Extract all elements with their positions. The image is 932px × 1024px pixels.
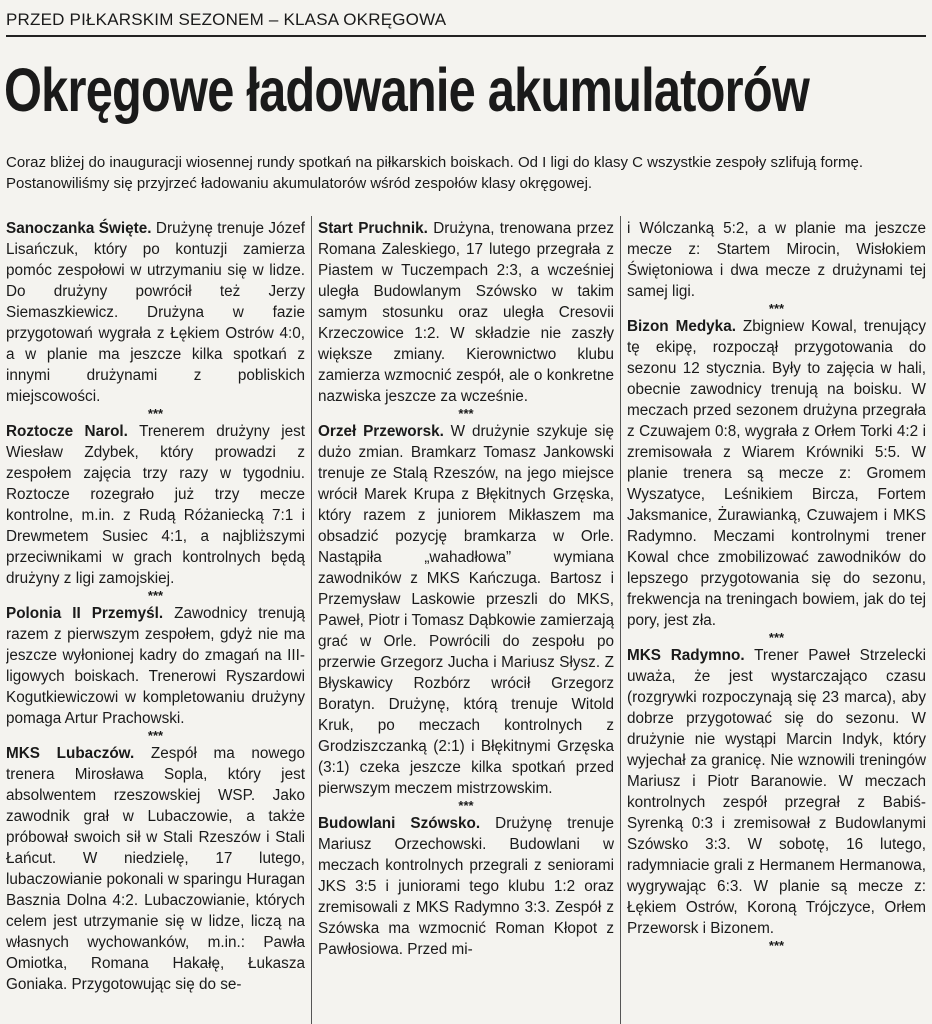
separator: *** (458, 406, 474, 421)
column-divider (311, 216, 312, 1024)
team-name: Polonia II Przemyśl. (6, 605, 164, 622)
section-kicker: PRZED PIŁKARSKIM SEZONEM – KLASA OKRĘGOWA (6, 10, 926, 37)
team-name: Bizon Medyka. (627, 318, 736, 335)
separator: *** (147, 728, 164, 743)
article (6, 743, 305, 995)
team-name: Sanoczanka Święte. (6, 220, 152, 237)
lead-paragraph: Coraz bliżej do inauguracji wiosennej rundy spotkań na piłkarskich boiskach. Od I ligi do klasy C wszystkie zespoły szlifują formę. Postanowiliśmy się przyjrzeć ładowaniu akumulatorów wśród zespołów klasy okręgowej. (6, 154, 864, 192)
article-text: Zbigniew Kowal, trenujący tę ekipę, rozpoczął przygotowania do sezonu 12 stycznia. Były to zajęcia w hali, obecnie zawodnicy trenują na boisku. W meczach przed sezonem drużyna przegrała z Czuwajem 0:8, wygrała z Orłem Torki 4:2 i zremisowała z Wiarem Krówniki 5:5. W planie trenera są mecze z: Gromem Wyszatyce, Leśnikiem Bircza, Fortem Jaksmanice, Żurawianką, Czuwajem i MKS Radymno. Meczami kontrolnymi trener Kowal chce zmobilizować zawodników do lepszego przygotowania się do sezonu, frekwencja na treningach bowiem, jak do tej pory, jest zła. (627, 318, 926, 629)
separator: *** (768, 630, 785, 645)
article-text: Drużynę trenuje Mariusz Orzechowski. Budowlani w meczach kontrolnych przegrali z seniorami JKS 3:5 i juniorami tego klubu 1:2 oraz zremisowali z MKS Radymno 3:3. Zespół z Szówska ma wzmocnić Roman Kłopot z Pawłosiowa. Przed mi- (318, 815, 614, 958)
article-text: Trenerem drużyny jest Wiesław Zdybek, który prowadzi z zespołem zajęcia trzy razy w tygodniu. Roztocze rozegrało już trzy mecze kontrolne, m.in. z Rudą Różaniecką 7:1 i Drewmetem Susiec 4:1, a najbliższymi przeciwnikami w grach kontrolnych będą drużyny z ligi zamojskiej. (6, 423, 305, 587)
article (318, 218, 614, 407)
column-divider (620, 216, 621, 1024)
article (318, 813, 614, 960)
article-text: Drużynę trenuje Józef Lisańczuk, który po kontuzji zamierza pomóc zespołowi w utrzymaniu się w lidze. Do drużyny powrócił też Jerzy Siemaszkiewicz. Drużyna w fazie przygotowań wygrała z Łękiem Ostrów 4:0, a w planie ma jeszcze kilka spotkań z innymi drużynami z pobliskich miejscowości. (6, 220, 305, 405)
team-name: Roztocze Narol. (6, 423, 128, 440)
separator: *** (768, 301, 785, 316)
article (627, 316, 926, 631)
article-continuation (627, 218, 926, 302)
separator: *** (458, 798, 474, 813)
article-text: Zawodnicy trenują razem z pierwszym zespołem, gdyż nie ma jeszcze wyłonionej kadry do zmagań na III-ligowych boiskach. Trenerowi Ryszardowi Kogutkiewiczowi w kompletowaniu drużyny pomaga Artur Prachowski. (6, 605, 305, 727)
article-text: Zespół ma nowego trenera Mirosława Sopla, który jest absolwentem rzeszowskiej WSP. Jako zawodnik grał w Lubaczowie, a także próbował swoich sił w Stali Rzeszów i Stali Łańcut. W niedzielę, 17 lutego, lubaczowianie pokonali w sparingu Huragan Basznia Dolna 4:2. Lubaczowianie, których celem jest utrzymanie się w lidze, liczą na własnych wychowanków, m.in.: Pawła Omiotka, Romana Hakałę, Łukasza Goniaka. Przygotowując się do se- (6, 745, 305, 993)
separator: *** (147, 406, 164, 421)
team-name: MKS Lubaczów. (6, 745, 135, 762)
article-text: Drużyna, trenowana przez Romana Zaleskiego, 17 lutego przegrała z Piastem w Tuczempach 2:3, a wcześniej uległa Budowlanym Szówsko w takim samym stosunku oraz uległa Cresovii Krzeczowice 1:2. W składzie nie zaszły większe zmiany. Kierownictwo klubu zamierza wzmocnić zespół, ale o konkretne nazwiska jeszcze za wcześnie. (318, 220, 614, 405)
separator: *** (147, 588, 164, 603)
article (627, 645, 926, 939)
team-name: Orzeł Przeworsk. (318, 423, 444, 440)
team-name: MKS Radymno. (627, 647, 745, 664)
column-3 (627, 218, 926, 1024)
article-text: i Wólczanką 5:2, a w planie ma jeszcze mecze z: Startem Mirocin, Wisłokiem Świętoniowa i dwa mecze z drużynami tej samej ligi. (627, 220, 926, 300)
article (318, 421, 614, 799)
team-name: Budowlani Szówsko. (318, 815, 481, 832)
separator: *** (768, 938, 785, 953)
article (6, 603, 305, 729)
headline: Okręgowe ładowanie akumulatorów (4, 56, 809, 124)
team-name: Start Pruchnik. (318, 220, 428, 237)
article-text: W drużynie szykuje się dużo zmian. Bramkarz Tomasz Jankowski trenuje ze Stalą Rzeszów, na jego miejsce wrócił Marek Krupa z Błękitnych Grzęska, który razem z juniorem Mikłaszem ma obsadzić pozycję bramkarza w Orle. Nastąpiła „wahadłowa” wymiana zawodników z MKS Kańczuga. Bartosz i Przemysław Laskowie przeszli do MKS, Paweł, Piotr i Tomasz Dąbkowie zamierzają grać w Orle. Powrócili do zespołu po przerwie Grzegorz Jucha i Mariusz Słysz. Z Błyskawicy Rozbórz wrócił Grzegorz Boratyn. Drużynę, którą trenuje Witold Kruk, po meczach kontrolnych z Grodziszczanką (2:1) i Błękitnymi Grzęska (3:1) czeka jeszcze kilka spotkań przed pierwszym meczem mistrzowskim. (318, 423, 614, 797)
column-1 (6, 218, 305, 1024)
article-text: Trener Paweł Strzelecki uważa, że jest wystarczająco czasu (rozgrywki rozpoczynają się 23 marca), aby dobrze przygotować się do sezonu. W drużynie nie wystąpi Marcin Indyk, który wyjechał za granicę. Nie wznowili treningów Mariusz i Piotr Baranowie. W meczach kontrolnych zespół przegrał z Babiś-Syrenką 0:3 i zremisował z Budowlanymi Szówsko 3:3. W sobotę, 16 lutego, radymniacie grali z Hermanem Hermanowa, wygrywając 6:3. W planie są mecze z: Łękiem Ostrów, Koroną Trójczyce, Orłem Przeworsk i Bizonem. (627, 647, 926, 937)
article (6, 421, 305, 589)
column-2 (318, 218, 614, 1024)
article (6, 218, 305, 407)
